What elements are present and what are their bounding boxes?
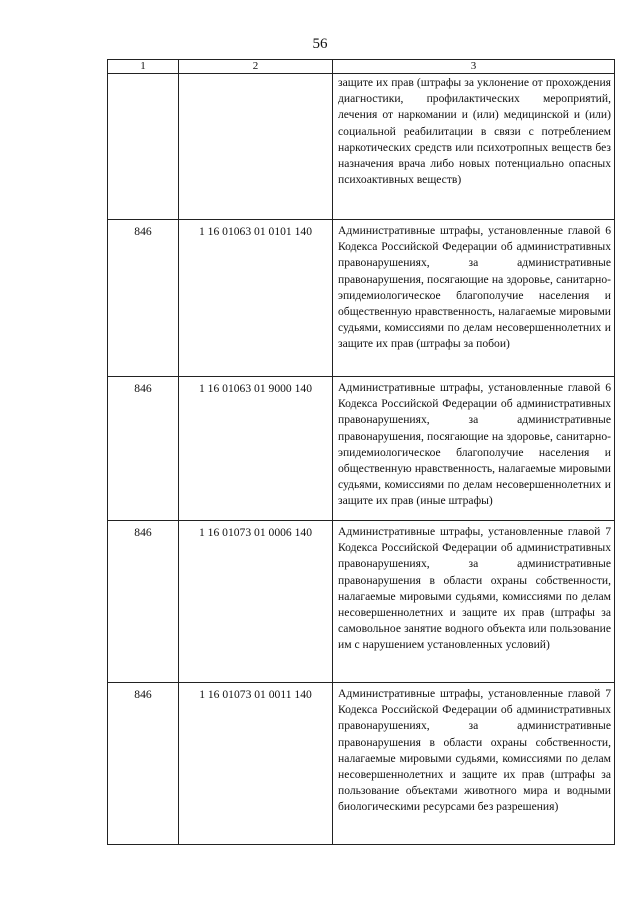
- income-code-cell: 1 16 01073 01 0011 140: [179, 683, 333, 845]
- income-code-cell: [179, 74, 333, 220]
- income-code-cell: 1 16 01063 01 0101 140: [179, 220, 333, 377]
- description-cell: Административные штрафы, установленные главой 6 Кодекса Российской Федерации об административных правонарушениях, за административные правонарушения, посягающие на здоровье, санитарно-эпидемиологическое благополучие населения и общественную нравственность, налагаемые мировыми судьями, комиссиями по делам несовершеннолетних и защите их прав (штрафы за побои): [333, 220, 615, 377]
- description-cell: Административные штрафы, установленные главой 7 Кодекса Российской Федерации об административных правонарушениях, за административные правонарушения в области охраны собственности, налагаемые мировыми судьями, комиссиями по делам несовершеннолетних и защите их прав (штрафы за пользование объектами животного мира и водными биологическими ресурсами без разрешения): [333, 683, 615, 845]
- column-header-2: 2: [179, 60, 333, 74]
- income-code-cell: 1 16 01063 01 9000 140: [179, 377, 333, 521]
- table-row: [108, 377, 615, 521]
- description-cell: Административные штрафы, установленные главой 6 Кодекса Российской Федерации об административных правонарушениях, за административные правонарушения, посягающие на здоровье, санитарно-эпидемиологическое благополучие населения и общественную нравственность, налагаемые мировыми судьями, комиссиями по делам несовершеннолетних и защите их прав (иные штрафы): [333, 377, 615, 521]
- description-cell: Административные штрафы, установленные главой 7 Кодекса Российской Федерации об административных правонарушениях, за административные правонарушения в области охраны собственности, налагаемые мировыми судьями, комиссиями по делам несовершеннолетних и защите их прав (штрафы за самовольное занятие водного объекта или пользование им с нарушением установленных условий): [333, 521, 615, 683]
- column-header-1: 1: [108, 60, 179, 74]
- table-row: [108, 74, 615, 220]
- admin-code-cell: 846: [108, 377, 179, 521]
- budget-codes-table: [107, 59, 615, 845]
- income-code-cell: 1 16 01073 01 0006 140: [179, 521, 333, 683]
- column-header-3: 3: [333, 60, 615, 74]
- description-cell: защите их прав (штрафы за уклонение от прохождения диагностики, профилактических мероприятий, лечения от наркомании и (или) медицинской и (или) социальной реабилитации в связи с потреблением наркотических средств или психотропных веществ без назначения врача либо новых потенциально опасных психоактивных веществ): [333, 74, 615, 220]
- table-row: [108, 220, 615, 377]
- table-header-row: [108, 60, 615, 74]
- admin-code-cell: 846: [108, 683, 179, 845]
- table-row: [108, 683, 615, 845]
- admin-code-cell: 846: [108, 220, 179, 377]
- table-row: [108, 521, 615, 683]
- admin-code-cell: [108, 74, 179, 220]
- page-number: 56: [312, 36, 328, 52]
- admin-code-cell: 846: [108, 521, 179, 683]
